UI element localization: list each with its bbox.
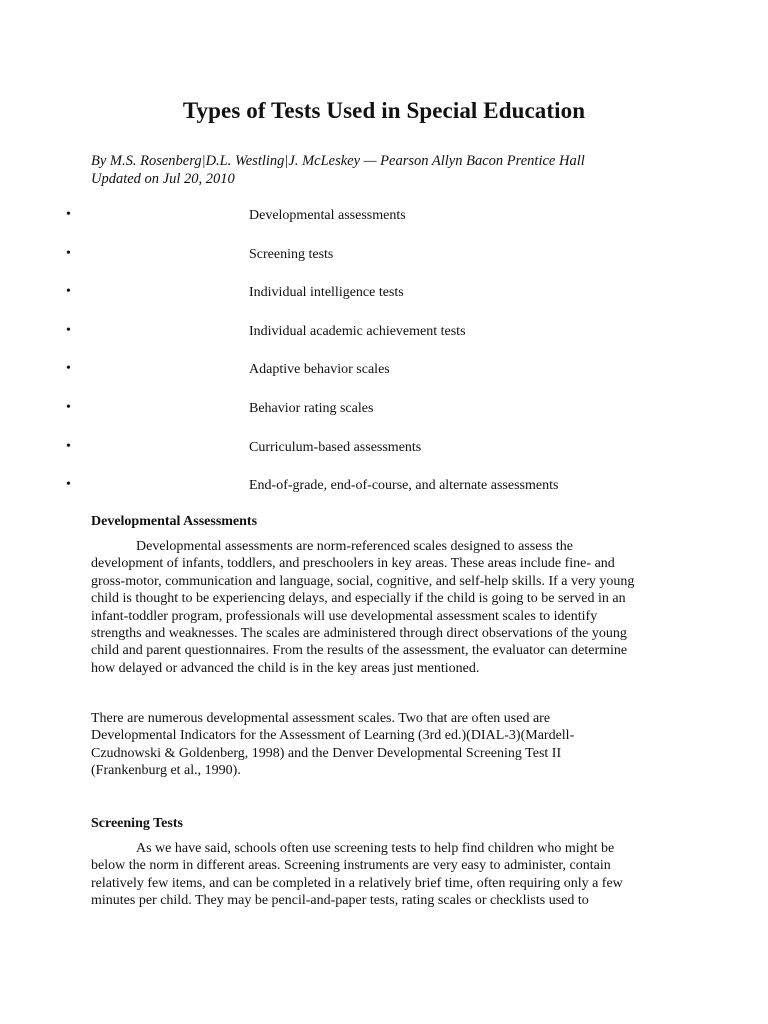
paragraph-line: There are numerous developmental assessment scales. Two that are often used are <box>91 711 551 726</box>
list-item-label: Individual intelligence tests <box>249 285 404 301</box>
list-item <box>0 398 768 437</box>
list-item-label: End-of-grade, end-of-course, and alternate assessments <box>249 478 559 494</box>
bullet-icon: • <box>66 477 71 493</box>
paragraph-line: gross-motor, communication and language, social, cognitive, and self-help skills. If a very young <box>91 573 635 589</box>
paragraph-line: Developmental Indicators for the Assessment of Learning (3rd ed.)(DIAL-3)(Mardell- <box>91 728 575 744</box>
bullet-icon: • <box>66 245 71 261</box>
list-item <box>0 321 768 360</box>
paragraph-line: development of infants, toddlers, and preschoolers in key areas. These areas include fine- and <box>91 556 615 572</box>
paragraph-line: child is thought to be experiencing delays, and especially if the child is going to be served in an <box>91 591 626 607</box>
paragraph-line: (Frankenburg et al., 1990). <box>91 763 241 779</box>
byline <box>91 152 585 188</box>
paragraph-line: relatively few items, and can be completed in a relatively brief time, often requiring only a few <box>91 875 623 891</box>
paragraph-line: As we have said, schools often use screening tests to help find children who might be <box>136 841 615 856</box>
byline-updated: Updated on Jul 20, 2010 <box>91 171 235 187</box>
bullet-icon: • <box>66 361 71 377</box>
list-item <box>0 244 768 283</box>
list-item-label: Behavior rating scales <box>249 400 374 416</box>
list-item-label: Curriculum-based assessments <box>249 439 422 455</box>
bullet-icon: • <box>66 322 71 338</box>
list-item-label: Individual academic achievement tests <box>249 323 466 339</box>
byline-authors: By M.S. Rosenberg|D.L. Westling|J. McLeskey — Pearson Allyn Bacon Prentice Hall <box>91 153 585 169</box>
paragraph-line: child and parent questionnaires. From the results of the assessment, the evaluator can determine <box>91 643 628 659</box>
paragraph-line: strengths and weaknesses. The scales are administered through direct observations of the young <box>91 626 627 642</box>
list-item-label: Developmental assessments <box>249 208 406 223</box>
bullet-icon: • <box>66 207 71 222</box>
section-heading-developmental: Developmental Assessments <box>91 514 258 529</box>
list-item <box>0 282 768 321</box>
list-item <box>0 205 768 244</box>
bullet-icon: • <box>66 284 71 300</box>
bullet-icon: • <box>66 438 71 454</box>
list-item <box>0 359 768 398</box>
paragraph-line: minutes per child. They may be pencil-and-paper tests, rating scales or checklists used to <box>91 893 589 909</box>
list-item-label: Screening tests <box>249 246 334 262</box>
list-item <box>0 475 768 514</box>
paragraph-line: below the norm in different areas. Screening instruments are very easy to administer, contain <box>91 858 611 874</box>
bullet-icon: • <box>66 399 71 415</box>
paragraph-line: Czudnowski & Goldenberg, 1998) and the Denver Developmental Screening Test II <box>91 745 562 761</box>
list-item-label: Adaptive behavior scales <box>249 362 390 378</box>
page-title: Types of Tests Used in Special Education <box>182 98 586 123</box>
developmental-paragraph-2 <box>91 710 671 780</box>
developmental-paragraph-1 <box>91 538 671 677</box>
test-types-list <box>0 205 768 514</box>
paragraph-line: Developmental assessments are norm-referenced scales designed to assess the <box>136 539 573 554</box>
list-item <box>0 437 768 476</box>
section-heading-screening: Screening Tests <box>91 816 183 831</box>
paragraph-line: infant-toddler program, professionals will use developmental assessment scales to identify <box>91 608 598 624</box>
paragraph-line: how delayed or advanced the child is in the key areas just mentioned. <box>91 660 480 676</box>
screening-paragraph-1 <box>91 840 671 910</box>
